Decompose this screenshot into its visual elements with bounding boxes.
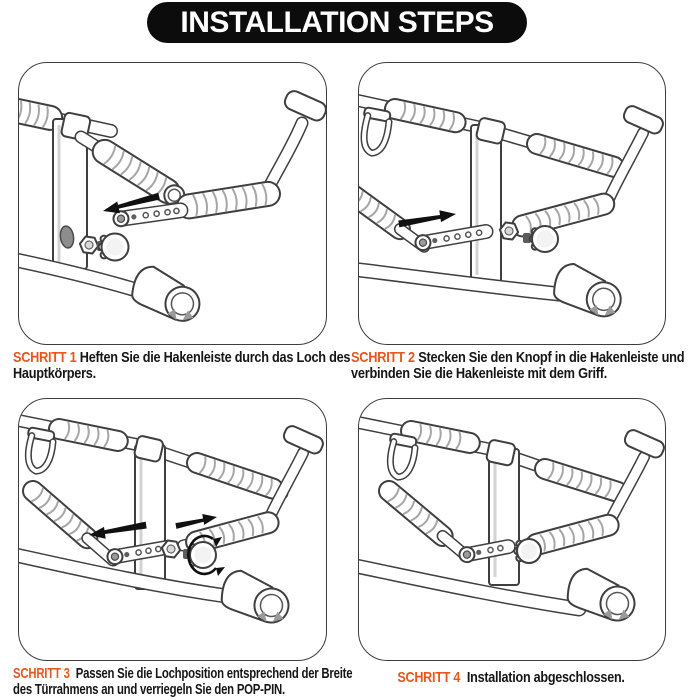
support-post xyxy=(489,449,519,585)
doorframe-hook xyxy=(268,89,327,189)
support-post xyxy=(471,125,501,283)
d-ring xyxy=(358,107,391,155)
step-1-panel xyxy=(18,62,327,345)
step-1-illustration xyxy=(19,63,326,344)
lower-bar xyxy=(358,565,579,609)
d-ring xyxy=(21,427,55,473)
step-2-illustration xyxy=(359,63,665,344)
step-4-label: SCHRITT 4 xyxy=(397,669,461,686)
step-1-caption xyxy=(13,350,352,382)
foam-grip xyxy=(543,461,620,499)
step-1-label: SCHRITT 1 xyxy=(13,349,77,366)
door-pad xyxy=(551,261,626,319)
angled-handle xyxy=(76,129,188,210)
step-2-label: SCHRITT 2 xyxy=(351,349,415,366)
door-pad xyxy=(128,263,206,324)
step-4-panel xyxy=(358,398,666,661)
door-pad xyxy=(219,568,294,625)
step-1-text: Heften Sie die Hakenleiste durch das Loch des Hauptkörpers. xyxy=(13,349,351,382)
step-3-text: Passen Sie die Lochposition entsprechend der Breite des Türrahmens an und verriegeln Sie den POP-PIN. xyxy=(13,665,353,698)
insert-arrow xyxy=(398,208,457,228)
step-2-text: Stecken Sie den Knopf in die Hakenleiste und verbinden Sie die Hakenleiste mit dem Griff. xyxy=(351,349,685,382)
foam-grip xyxy=(18,100,52,127)
foam-grip xyxy=(409,423,471,451)
bar-bracket xyxy=(134,435,164,462)
bar-bracket xyxy=(476,117,506,144)
step-3-panel xyxy=(18,398,327,661)
doorframe-hook xyxy=(609,104,665,199)
step-4-text: Installation abgeschlossen. xyxy=(466,669,625,686)
star-knob xyxy=(188,542,216,568)
title-banner xyxy=(147,2,527,43)
doorframe-hook xyxy=(269,424,325,519)
step-3-label: SCHRITT 3 xyxy=(13,665,70,682)
step-4-illustration xyxy=(359,399,665,660)
star-knob xyxy=(99,234,129,261)
lower-bar xyxy=(358,269,569,295)
d-ring xyxy=(383,433,417,479)
step-3-caption xyxy=(13,666,356,698)
star-knob xyxy=(530,226,558,252)
step-2-panel xyxy=(358,62,666,345)
step-2-caption xyxy=(351,350,694,382)
page-title: INSTALLATION STEPS xyxy=(180,5,494,39)
star-knob xyxy=(514,539,541,563)
step-3-illustration xyxy=(19,399,326,660)
bar-bracket xyxy=(486,439,516,466)
angled-handle xyxy=(376,478,473,563)
support-post xyxy=(135,445,165,589)
doorframe-hook xyxy=(610,428,666,521)
foam-grip xyxy=(535,136,616,174)
step-4-caption xyxy=(358,670,664,686)
foam-grip xyxy=(393,101,457,130)
foam-grip xyxy=(57,421,119,449)
foam-grip xyxy=(194,455,275,496)
